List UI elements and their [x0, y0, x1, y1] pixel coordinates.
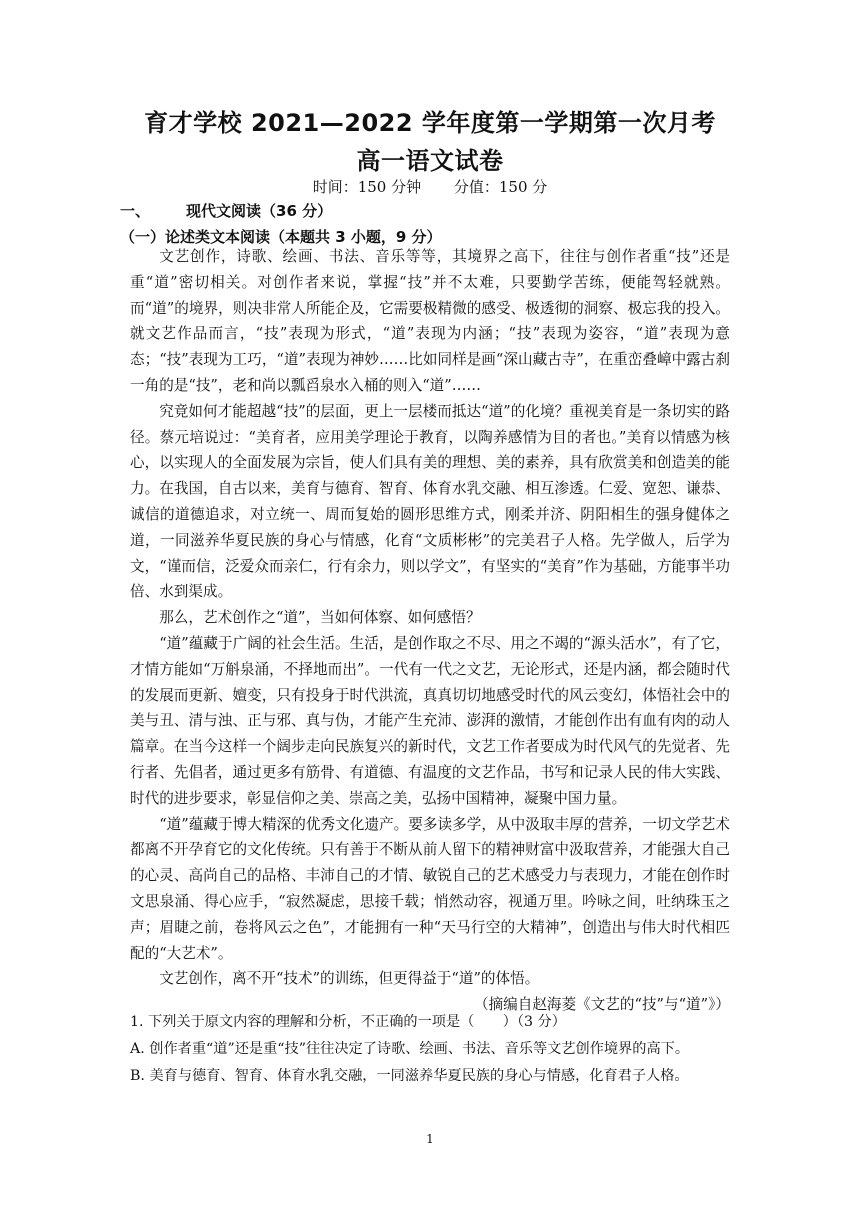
- page-number: 1: [426, 1132, 434, 1146]
- subsection-heading: （一）论述类文本阅读（本题共 3 小题，9 分）: [120, 228, 442, 246]
- section-label: 现代文阅读（36 分）: [186, 202, 333, 220]
- question-1-option-a: A. 创作者重“道”还是重“技”往往决定了诗歌、绘画、书法、音乐等文艺创作境界的高下。: [130, 1040, 690, 1057]
- passage-paragraph: “道”蕴藏于博大精深的优秀文化遗产。要多读多学，从中汲取丰厚的营养，一切文学艺术都离不开孕育它的文化传统。只有善于不断从前人留下的精神财富中汲取营养，才能强大自己的心灵、高尚自己的品格、丰沛自己的才情、敏锐自己的艺术感受力与表现力，才能在创作时文思泉涌、得心应手，“寂然凝虑，思接千载；悄然动容，视通万里。吟咏之间，吐纳珠玉之声；眉睫之前，卷将风云之色”，才能拥有一种“天马行空的大精神”，创造出与伟大时代相匹配的“大艺术”。: [130, 815, 730, 962]
- passage-source: （摘编自赵海菱《文艺的“技”与“道”》）: [473, 996, 730, 1014]
- passage-paragraph: 那么，艺术创作之“道”，当如何体察、如何感悟？: [159, 609, 481, 627]
- passage-paragraph: 文艺创作，离不开“技术”的训练，但更得益于“道”的体悟。: [159, 970, 540, 988]
- exam-subtitle: 高一语文试卷: [356, 147, 504, 175]
- exam-score: 分值：150 分: [453, 178, 548, 196]
- passage-paragraph: “道”蕴藏于广阔的社会生活。生活，是创作取之不尽、用之不竭的“源头活水”，有了它，才情方能如“万斛泉涌，不择地而出”。一代有一代之文艺，无论形式，还是内涵，都会随时代的发展而更新、嬗变，只有投身于时代洪流，真真切切地感受时代的风云变幻，体悟社会中的美与丑、清与浊、正与邪、真与伪，才能产生充沛、澎湃的激情，才能创作出有血有肉的动人篇章。在当今这样一个阔步走向民族复兴的新时代，文艺工作者要成为时代风气的先觉者、先行者、先倡者，通过更多有筋骨、有道德、有温度的文艺作品，书写和记录人民的伟大实践、时代的进步要求，彰显信仰之美、崇高之美，弘扬中国精神，凝聚中国力量。: [130, 634, 730, 807]
- exam-title: 育才学校 2021—2022 学年度第一学期第一次月考: [144, 109, 716, 137]
- question-block: [130, 1009, 730, 1089]
- passage-paragraph: 文艺创作，诗歌、绘画、书法、音乐等等，其境界之高下，往往与创作者重“技”还是重“道”密切相关。对创作者来说，掌握“技”并不太难，只要勤学苦练，便能驾轻就熟。而“道”的境界，则决非常人所能企及，它需要极精微的感受、极透彻的洞察、极忘我的投入。就文艺作品而言，“技”表现为形式，“道”表现为内涵；“技”表现为姿容，“道”表现为意态；“技”表现为工巧，“道”表现为神妙……比如同样是画“深山藏古寺”，在重峦叠嶂中露古刹一角的是“技”，老和尚以瓢舀泉水入桶的则入“道”……: [130, 248, 730, 394]
- exam-meta: [0, 176, 860, 197]
- reading-passage: [130, 244, 730, 1018]
- exam-time: 时间：150 分钟: [312, 178, 422, 196]
- question-1-option-b: B. 美育与德育、智育、体育水乳交融，一同滋养华夏民族的身心与情感，化育君子人格。: [130, 1067, 689, 1084]
- section-number: 一、: [120, 202, 151, 220]
- question-1: 1. 下列关于原文内容的理解和分析，不正确的一项是（ ）（3 分）: [130, 1014, 566, 1030]
- section-heading: [120, 200, 332, 221]
- passage-paragraph: 究竟如何才能超越“技”的层面，更上一层楼而抵达“道”的化境？重视美育是一条切实的路径。蔡元培说过：“美育者，应用美学理论于教育，以陶养感情为目的者也。”美育以情感为核心，以实现人的全面发展为宗旨，使人们具有美的理想、美的素养，具有欣赏美和创造美的能力。在我国，自古以来，美育与德育、智育、体育水乳交融、相互渗透。仁爱、宽恕、谦恭、诚信的道德追求，对立统一、周而复始的圆形思维方式，刚柔并济、阴阳相生的强身健体之道，一同滋养华夏民族的身心与情感，化育“文质彬彬”的完美君子人格。先学做人，后学为文，“谨而信，泛爱众而亲仁，行有余力，则以学文”，有坚实的“美育”作为基础，方能事半功倍、水到渠成。: [130, 402, 730, 601]
